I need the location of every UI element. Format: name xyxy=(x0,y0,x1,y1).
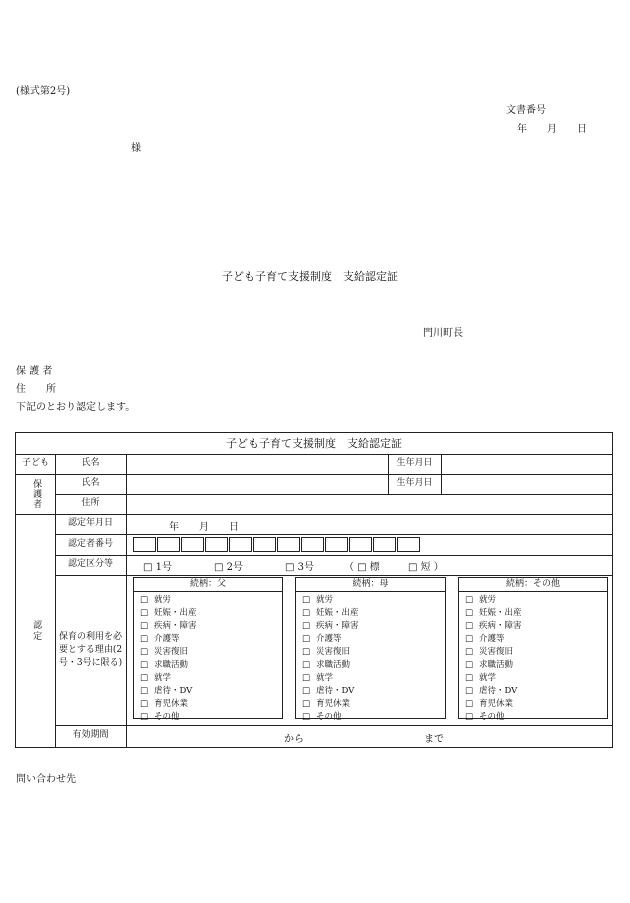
child-label: 子ども xyxy=(21,458,49,469)
guardian-birthdate-field[interactable] xyxy=(441,474,612,494)
reason-item[interactable]: □ 妊娠・出産 xyxy=(465,608,522,618)
reason-box-other xyxy=(458,577,608,722)
category-option-short[interactable]: □ 短 ） xyxy=(408,562,444,573)
reason-item[interactable]: □ 求職活動 xyxy=(465,660,514,670)
certification-vertical-label: 認定 xyxy=(31,619,42,642)
validity-from: から xyxy=(284,734,304,745)
reason-item[interactable]: □ 虐待・DV xyxy=(465,686,518,696)
validity-to: まで xyxy=(424,734,444,745)
reason-item[interactable]: □ その他 xyxy=(302,712,342,722)
reason-item[interactable]: □ 虐待・DV xyxy=(302,686,355,696)
cert-number-boxes[interactable] xyxy=(133,534,433,555)
cert-date-value[interactable]: 年 月 日 xyxy=(169,522,239,533)
category-option-standard[interactable]: （ □ 標 xyxy=(344,562,380,573)
cert-date-label: 認定年月日 xyxy=(67,518,113,529)
address-label: 住 所 xyxy=(16,384,56,395)
reason-item[interactable]: □ 妊娠・出産 xyxy=(302,608,359,618)
reason-item[interactable]: □ 介護等 xyxy=(140,634,180,644)
reason-box-father xyxy=(133,577,283,722)
reason-item[interactable]: □ 就労 xyxy=(302,595,334,605)
category-option-2[interactable]: □ 2号 xyxy=(214,562,243,573)
reason-header-mother: 続柄：母 xyxy=(296,578,445,592)
reason-box-mother xyxy=(295,577,446,722)
category-option-1[interactable]: □ 1号 xyxy=(143,562,172,573)
reason-header-father: 続柄：父 xyxy=(134,578,282,592)
document-number-label: 文書番号 xyxy=(506,105,546,116)
reason-item[interactable]: □ 災害復旧 xyxy=(302,647,351,657)
reason-header-other: 続柄：その他 xyxy=(459,578,607,592)
reason-item[interactable]: □ 求職活動 xyxy=(302,660,351,670)
reason-item[interactable]: □ その他 xyxy=(465,712,505,722)
issuer: 門川町長 xyxy=(423,328,463,339)
guardian-label: 保 護 者 xyxy=(16,366,53,377)
reason-label: 保育の利用を必要とする理由(2号・3号に限る) xyxy=(58,631,123,668)
category-label: 認定区分等 xyxy=(67,559,113,570)
reason-item[interactable]: □ その他 xyxy=(140,712,180,722)
date-line: 年 月 日 xyxy=(517,124,587,135)
reason-item[interactable]: □ 就学 xyxy=(465,673,497,683)
intro-text: 下記のとおり認定します。 xyxy=(16,402,136,413)
cert-number-label: 認定者番号 xyxy=(67,538,113,549)
reason-item[interactable]: □ 就労 xyxy=(140,595,172,605)
reason-item[interactable]: □ 就学 xyxy=(140,673,172,683)
reason-item[interactable]: □ 災害復旧 xyxy=(465,647,514,657)
child-name-field[interactable] xyxy=(126,454,388,474)
reason-item[interactable]: □ 虐待・DV xyxy=(140,686,193,696)
form-number: (様式第2号) xyxy=(16,86,71,97)
reason-item[interactable]: □ 育児休業 xyxy=(140,699,189,709)
certificate-title: 子ども子育て支援制度 支給認定証 xyxy=(226,436,402,450)
validity-label: 有効期間 xyxy=(72,730,109,741)
reason-item[interactable]: □ 妊娠・出産 xyxy=(140,608,197,618)
document-title: 子ども子育て支援制度 支給認定証 xyxy=(222,270,398,283)
category-option-3[interactable]: □ 3号 xyxy=(285,562,314,573)
child-birthdate-label: 生年月日 xyxy=(396,458,433,469)
reason-item[interactable]: □ 求職活動 xyxy=(140,660,189,670)
reason-item[interactable]: □ 就学 xyxy=(302,673,334,683)
guardian-address-field[interactable] xyxy=(126,494,612,514)
certificate-table xyxy=(15,432,613,748)
reason-item[interactable]: □ 介護等 xyxy=(302,634,342,644)
reason-item[interactable]: □ 就労 xyxy=(465,595,497,605)
guardian-name-field[interactable] xyxy=(126,474,388,494)
reason-item[interactable]: □ 疾病・障害 xyxy=(140,621,197,631)
addressee-suffix: 様 xyxy=(131,143,141,154)
reason-item[interactable]: □ 介護等 xyxy=(465,634,505,644)
reason-item[interactable]: □ 育児休業 xyxy=(302,699,351,709)
child-name-label: 氏名 xyxy=(81,458,100,469)
guardian-name-label: 氏名 xyxy=(81,478,100,489)
child-birthdate-field[interactable] xyxy=(441,454,612,474)
guardian-vertical-label: 保護者 xyxy=(31,479,42,509)
reason-item[interactable]: □ 災害復旧 xyxy=(140,647,189,657)
reason-item[interactable]: □ 疾病・障害 xyxy=(465,621,522,631)
guardian-address-label: 住所 xyxy=(81,498,100,509)
contact-label: 問い合わせ先 xyxy=(16,774,76,785)
reason-item[interactable]: □ 育児休業 xyxy=(465,699,514,709)
reason-item[interactable]: □ 疾病・障害 xyxy=(302,621,359,631)
guardian-birthdate-label: 生年月日 xyxy=(396,478,433,489)
